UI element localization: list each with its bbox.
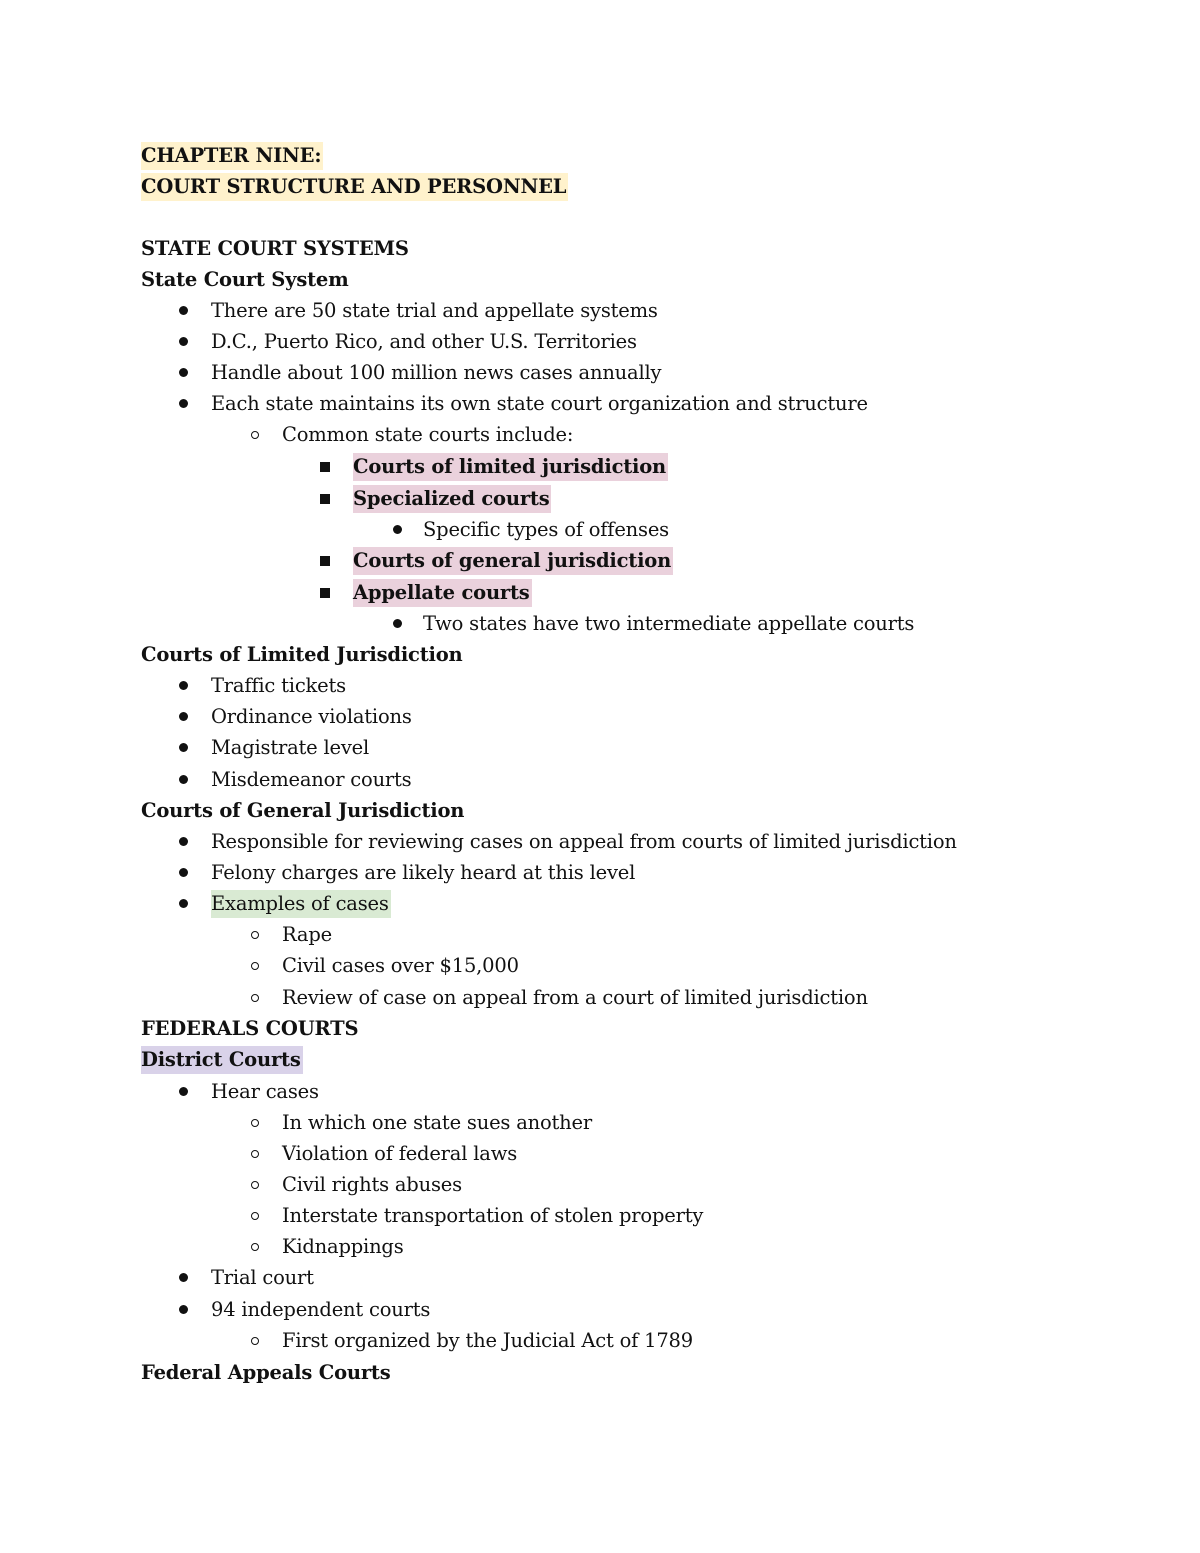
bullet-disc-icon	[179, 1087, 188, 1096]
district-heading-text: District Courts	[141, 1046, 303, 1074]
bullet-disc-icon	[179, 1273, 188, 1282]
bullet-circle-icon	[251, 1212, 259, 1220]
bullet-circle-icon	[251, 1337, 259, 1345]
chapter-number	[141, 140, 323, 171]
bullet-square-icon	[320, 462, 330, 472]
bullet-disc-icon	[179, 743, 188, 752]
appeals-heading: Federal Appeals Courts	[141, 1361, 391, 1384]
court-type-specialized: Specialized courts	[353, 485, 551, 513]
bullet-disc-icon	[179, 681, 188, 690]
state-section-title: STATE COURT SYSTEMS	[141, 237, 409, 260]
bullet-square-icon	[320, 494, 330, 504]
bullet-disc-icon	[179, 337, 188, 346]
bullet-disc-icon	[179, 1305, 188, 1314]
bullet-disc-icon	[179, 399, 188, 408]
bullet-disc-icon	[179, 868, 188, 877]
bullet-disc-icon	[179, 837, 188, 846]
bullet-circle-icon	[251, 1119, 259, 1127]
chapter-title-text: COURT STRUCTURE AND PERSONNEL	[141, 173, 568, 201]
bullet-circle-icon	[251, 994, 259, 1002]
bullet-circle-icon	[251, 431, 259, 439]
bullet-square-icon	[320, 556, 330, 566]
bullet-disc-icon	[179, 775, 188, 784]
federal-section-title: FEDERALS COURTS	[141, 1017, 359, 1040]
examples-of-cases: Examples of cases	[211, 890, 391, 918]
limited-heading: Courts of Limited Jurisdiction	[141, 643, 463, 666]
document-page: CHAPTER NINE: COURT STRUCTURE AND PERSONNEL STATE COURT SYSTEMS State Court System There are 50 state trial and appellate systems D.C., Puerto Rico, and other U.S. Territories Handle about 100 million news cases annually Each state maintains its own state court organization and structure Common state courts include: Courts of limited jurisdiction Specialized courts Specific types of offenses Courts of general jurisdiction Appellate courts Two states have two intermediate appellate courts Courts of Limited Jurisdiction Traffic tickets Ordinance violations Magistrate level Misdemeanor courts Courts of General Jurisdiction Responsible for reviewing cases on appeal from courts of limited jurisdiction Felony charges are likely heard at this level Examples of cases Rape Civil cases over $15,000 Review of case on appeal from a court of limited jurisdiction FEDERALS COURTS District Courts Hear cases In which one state sues another Violation of federal laws Civil rights abuses Interstate transportation of stolen property Kidnappings Trial court 94 independent courts First organized by the Judicial Act of 1789 Federal Appeals Courts	[0, 0, 1200, 1553]
state-system-heading: State Court System	[141, 268, 349, 291]
general-heading: Courts of General Jurisdiction	[141, 799, 465, 822]
bullet-disc-icon	[179, 712, 188, 721]
chapter-number-text: CHAPTER NINE:	[141, 142, 323, 170]
bullet-circle-icon	[251, 931, 259, 939]
court-type-appellate: Appellate courts	[353, 579, 532, 607]
bullet-circle-icon	[251, 1150, 259, 1158]
bullet-disc-icon	[179, 899, 188, 908]
chapter-title	[141, 171, 568, 202]
bullet-disc-icon	[393, 525, 402, 534]
bullet-disc-icon	[179, 306, 188, 315]
district-heading	[141, 1044, 303, 1075]
bullet-disc-icon	[179, 368, 188, 377]
bullet-circle-icon	[251, 1243, 259, 1251]
bullet-circle-icon	[251, 1181, 259, 1189]
bullet-disc-icon	[393, 619, 402, 628]
bullet-square-icon	[320, 588, 330, 598]
court-type-limited: Courts of limited jurisdiction	[353, 453, 668, 481]
court-type-general: Courts of general jurisdiction	[353, 547, 673, 575]
bullet-circle-icon	[251, 962, 259, 970]
